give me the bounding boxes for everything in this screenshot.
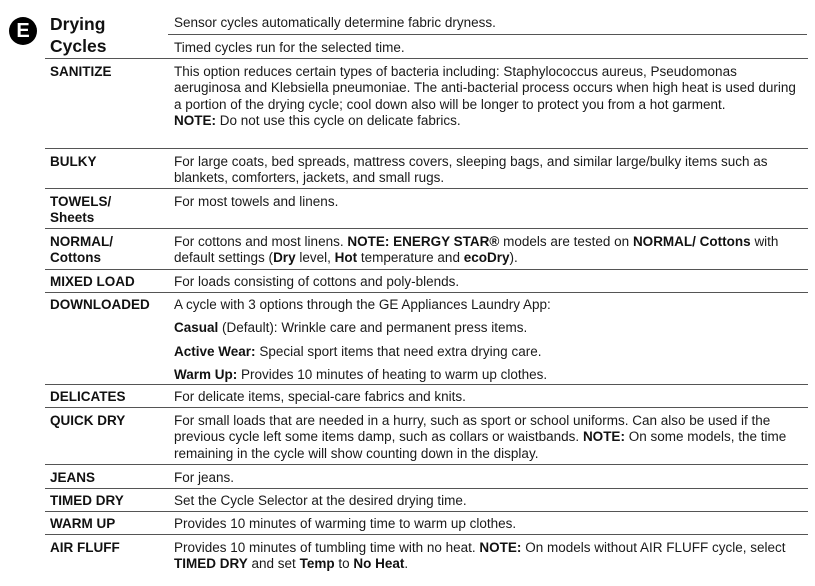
- cycle-name: BULKY: [50, 154, 97, 169]
- cycle-description: For loads consisting of cottons and poly-blends.: [174, 274, 460, 289]
- cycle-description: For most towels and linens.: [174, 194, 339, 209]
- cycle-name: DOWNLOADED: [50, 297, 150, 312]
- divider: [45, 511, 808, 512]
- divider: [45, 384, 808, 385]
- section-title: Drying Cycles: [50, 14, 107, 56]
- divider: [45, 464, 808, 465]
- divider: [45, 269, 808, 270]
- cycle-name: NORMAL/ Cottons: [50, 234, 113, 265]
- cycle-name: QUICK DRY: [50, 413, 126, 428]
- divider: [45, 148, 808, 149]
- divider: [45, 534, 808, 535]
- divider: [45, 488, 808, 489]
- cycle-name: TOWELS/ Sheets: [50, 194, 112, 225]
- cycle-description: For cottons and most linens. NOTE: ENERGY STAR® models are tested on NORMAL/ Cottons with default settings (Dry level, Hot temperature and ecoDry).: [174, 234, 779, 266]
- cycle-name: WARM UP: [50, 516, 116, 531]
- section-badge: E: [9, 17, 37, 45]
- cycle-name: DELICATES: [50, 389, 126, 404]
- divider: [45, 228, 808, 229]
- cycle-description: This option reduces certain types of bacteria including: Staphylococcus aureus, Pseudomonas aeruginosa and Klebsiella pneumoniae. The anti-bacterial process occurs when high heat is used during a portion of the drying cycle; cool down also will be longer to protect you from a hot garment. NOTE: Do not use this cycle on delicate fabrics.: [174, 64, 796, 128]
- divider: [45, 292, 808, 293]
- list-item: Casual (Default): Wrinkle care and permanent press items.: [174, 320, 528, 336]
- divider: [168, 34, 807, 35]
- cycle-name: AIR FLUFF: [50, 540, 120, 555]
- list-item: Warm Up: Provides 10 minutes of heating to warm up clothes.: [174, 366, 548, 382]
- intro-timed: Timed cycles run for the selected time.: [174, 40, 405, 55]
- divider: [45, 58, 808, 59]
- divider: [45, 407, 808, 408]
- cycle-description: Set the Cycle Selector at the desired drying time.: [174, 493, 467, 508]
- cycle-description: For small loads that are needed in a hurry, such as sport or school uniforms. Can also be used if the previous cycle left some items damp, such as collars or waistbands. NOTE: On some models, the time remaining in the cycle will show counting down in the display.: [174, 413, 787, 461]
- cycle-name: TIMED DRY: [50, 493, 124, 508]
- cycle-name: SANITIZE: [50, 64, 112, 79]
- divider: [45, 188, 808, 189]
- cycle-description: For delicate items, special-care fabrics and knits.: [174, 389, 466, 404]
- cycle-description: A cycle with 3 options through the GE Appliances Laundry App: Casual (Default): Wrinkle care and permanent press items. Active Wear: Special sport items that need extra drying care. Warm Up: Provides 10 minutes of heating to warm up clothes.: [174, 297, 804, 383]
- cycle-description: Provides 10 minutes of tumbling time with no heat. NOTE: On models without AIR FLUFF cycle, select TIMED DRY and set Temp to No Heat.: [174, 540, 786, 572]
- cycle-description: For jeans.: [174, 470, 235, 485]
- cycle-name: MIXED LOAD: [50, 274, 135, 289]
- list-item: Active Wear: Special sport items that need extra drying care.: [174, 343, 542, 359]
- cycle-description: Provides 10 minutes of warming time to warm up clothes.: [174, 516, 517, 531]
- cycle-name: JEANS: [50, 470, 96, 485]
- cycle-description: For large coats, bed spreads, mattress covers, sleeping bags, and similar large/bulky items such as blankets, comforters, jackets, and small rugs.: [174, 154, 768, 186]
- intro-sensor: Sensor cycles automatically determine fabric dryness.: [174, 15, 496, 30]
